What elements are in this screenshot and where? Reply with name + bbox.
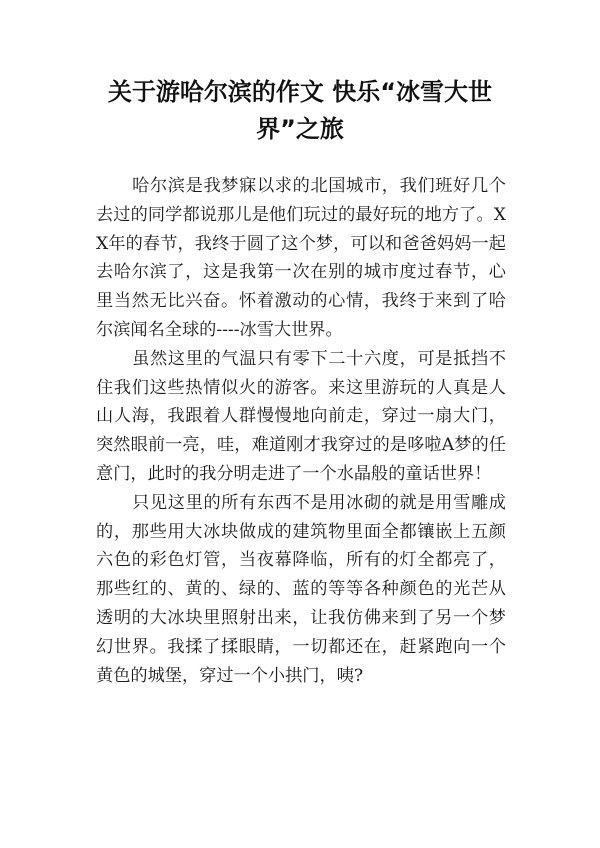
- article-body: [96, 172, 506, 690]
- paragraph-3: 只见这里的所有东西不是用冰砌的就是用雪雕成的，那些用大冰块做成的建筑物里面全都镶嵌上五颜六色的彩色灯管，当夜幕降临，所有的灯全都亮了，那些红的、黄的、绿的、蓝的等等各种颜色的光芒从透明的大冰块里照射出来，让我仿佛来到了另一个梦幻世界。我揉了揉眼睛，一切都还在，赶紧跑向一个黄色的城堡，穿过一个小拱门，咦?: [96, 492, 506, 686]
- paragraph-2: 虽然这里的气温只有零下二十六度，可是抵挡不住我们这些热情似火的游客。来这里游玩的人真是人山人海，我跟着人群慢慢地向前走，穿过一扇大门，突然眼前一亮，哇，难道刚才我穿过的是哆啦A梦的任意门，此时的我分明走进了一个水晶般的童话世界！: [96, 348, 506, 484]
- page-title: 关于游哈尔滨的作文 快乐“冰雪大世界”之旅: [107, 78, 493, 143]
- paragraph-1: 哈尔滨是我梦寐以求的北国城市，我们班好几个去过的同学都说那儿是他们玩过的最好玩的地方了。XX年的春节，我终于圆了这个梦，可以和爸爸妈妈一起去哈尔滨了，这是我第一次在别的城市度过春节，心里当然无比兴奋。怀着激动的心情，我终于来到了哈尔滨闻名全球的----冰雪大世界。: [96, 176, 506, 340]
